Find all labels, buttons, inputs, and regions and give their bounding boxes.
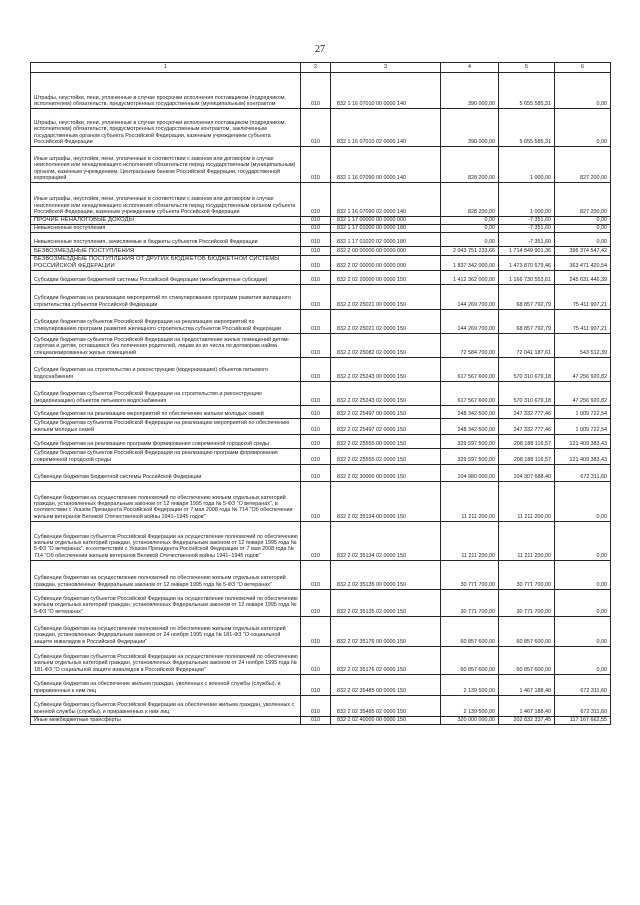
row-budget-code: 832 1 17 01000 00 0000 180 [331,225,441,233]
row-executed-amount: -7 351,60 [499,225,555,233]
table-row [31,109,611,147]
row-executed-amount: 570 310 679,18 [499,381,555,405]
row-executed-amount: 208 188 116,57 [499,434,555,448]
row-unexecuted-amount: 396 374 547,42 [555,247,611,256]
row-description: Невыясненные поступления [31,225,301,233]
row-unexecuted-amount: 0,00 [555,225,611,233]
row-approved-amount: 0,00 [441,233,499,247]
table-row [31,333,611,357]
row-description: Субсидии бюджетам на реализацию программ формирования современной городской среды [31,434,301,448]
row-approved-amount: 11 211 200,00 [441,481,499,521]
row-approved-amount: 144 269 700,00 [441,309,499,333]
row-line-code: 010 [301,381,331,405]
row-unexecuted-amount: 672 311,60 [555,464,611,481]
row-approved-amount: 329 597 500,00 [441,448,499,464]
table-row [31,217,611,225]
table-header-row [31,63,611,73]
row-unexecuted-amount: 245 631 446,39 [555,270,611,284]
table-row [31,225,611,233]
row-description: Субвенции бюджетам субъектов Российской Федерации на обеспечение жильем граждан, уволенных с военной службы (службы), и приравненных к ним лиц [31,695,301,716]
row-line-code: 010 [301,270,331,284]
row-approved-amount: 617 567 600,00 [441,357,499,381]
row-budget-code: 832 2 02 25497 00 0000 150 [331,405,441,418]
table-row [31,183,611,217]
row-approved-amount: 248 342 500,00 [441,418,499,434]
row-approved-amount: 104 980 000,00 [441,464,499,481]
row-description: Иные штрафы, неустойки, пени, уплаченные в соответствии с законом или договором в случае неисполнения или ненадлежащего исполнения обязательств перед государственным (муниципальным) органом, казенным учреждением, Центральным банком Российской Федерации, государственной корпорацией [31,147,301,183]
table-row [31,674,611,695]
row-approved-amount: 11 211 200,00 [441,521,499,560]
table-row [31,381,611,405]
row-approved-amount: 0,00 [441,217,499,225]
row-description: Штрафы, неустойки, пени, уплаченные в случае просрочки исполнения поставщиком (подрядчиком, исполнителем) обязательств, предусмотренных государственным контрактом, заключенным государственным органом субъекта Российской Федерации, казенным учреждением субъекта Российской Федерации [31,109,301,147]
row-line-code: 010 [301,147,331,183]
row-approved-amount: 30 771 700,00 [441,560,499,589]
row-description: Субвенции бюджетам на осуществление полномочий по обеспечению жильем отдельных категорий граждан, установленных Федеральным законом от 24 ноября 1995 года № 181-ФЗ "О социальной защите инвалидов в Российской Федерации" [31,616,301,646]
table-row [31,309,611,333]
row-approved-amount: 617 567 600,00 [441,381,499,405]
row-line-code: 010 [301,333,331,357]
row-executed-amount: 11 211 200,00 [499,521,555,560]
row-approved-amount: 30 771 700,00 [441,589,499,616]
table-row [31,256,611,270]
row-unexecuted-amount: 0,00 [555,109,611,147]
row-approved-amount: 390 000,00 [441,73,499,109]
row-executed-amount: 1 714 849 901,36 [499,247,555,256]
table-row [31,233,611,247]
row-unexecuted-amount: 1 009 722,54 [555,405,611,418]
row-line-code: 010 [301,481,331,521]
table-row [31,716,611,724]
row-executed-amount: 1 000,00 [499,183,555,217]
row-line-code: 010 [301,284,331,309]
row-unexecuted-amount: 121 409 383,43 [555,434,611,448]
row-unexecuted-amount: 117 167 662,55 [555,716,611,724]
table-row [31,464,611,481]
row-approved-amount: 72 584 700,00 [441,333,499,357]
row-unexecuted-amount: 47 256 920,82 [555,381,611,405]
row-line-code: 010 [301,434,331,448]
table-row [31,247,611,256]
row-line-code: 010 [301,448,331,464]
row-description: Субсидии бюджетам на строительство и реконструкцию (модернизацию) объектов питьевого водоснабжения [31,357,301,381]
row-description: Иные межбюджетные трансферты [31,716,301,724]
row-executed-amount: 60 857 600,00 [499,646,555,674]
row-unexecuted-amount: 1 009 722,54 [555,418,611,434]
row-executed-amount: 570 310 679,18 [499,357,555,381]
row-budget-code: 832 2 02 25555 00 0000 150 [331,434,441,448]
budget-revenue-table [30,62,611,725]
row-approved-amount: 329 597 500,00 [441,434,499,448]
row-budget-code: 832 2 02 35485 00 0000 150 [331,674,441,695]
row-description: Невыясненные поступления, зачисляемые в бюджеты субъектов Российской Федерации [31,233,301,247]
row-approved-amount: 1 837 342 000,00 [441,256,499,270]
row-budget-code: 832 2 02 35485 02 0000 150 [331,695,441,716]
row-budget-code: 832 2 02 25021 00 0000 150 [331,284,441,309]
row-executed-amount: 247 332 777,46 [499,418,555,434]
row-line-code: 010 [301,646,331,674]
row-unexecuted-amount: 543 512,39 [555,333,611,357]
row-line-code: 010 [301,109,331,147]
table-row [31,147,611,183]
table-row [31,284,611,309]
row-budget-code: 832 2 02 35176 02 0000 150 [331,646,441,674]
row-executed-amount: 68 857 792,79 [499,284,555,309]
row-executed-amount: -7 351,60 [499,217,555,225]
row-description: Субсидии бюджетам на реализацию мероприятий по обеспечению жильем молодых семей [31,405,301,418]
row-line-code: 010 [301,560,331,589]
row-description: Иные штрафы, неустойки, пени, уплаченные в соответствии с законом или договором в случае неисполнения или ненадлежащего исполнения обязательств перед государственным органом субъекта Российской Федерации, казенным учреждением субъекта Российской Федерации [31,183,301,217]
row-executed-amount: 30 771 700,00 [499,560,555,589]
row-executed-amount: 11 211 200,00 [499,481,555,521]
row-description: Субсидии бюджетам субъектов Российской Федерации на реализацию мероприятий по обеспечению жильем молодых семей [31,418,301,434]
row-description: Субвенции бюджетам субъектов Российской Федерации на осуществление полномочий по обеспечению жильем отдельных категорий граждан, установленных Федеральным законом от 12 января 1995 года № 5-ФЗ "О ветеранах", в соответствии с Указом Президента Российской Федерации от 7 мая 2008 года № 714 "Об обеспечении жильем ветеранов Великой Отечественной войны 1941–1945 годов" [31,521,301,560]
row-unexecuted-amount: 121 409 383,43 [555,448,611,464]
row-executed-amount: 1 467 188,40 [499,695,555,716]
row-description: Субсидии бюджетам субъектов Российской Федерации на строительство и реконструкцию (модернизацию) объектов питьевого водоснабжения [31,381,301,405]
row-approved-amount: 320 000 000,00 [441,716,499,724]
row-line-code: 010 [301,233,331,247]
row-description: Штрафы, неустойки, пени, уплаченные в случае просрочки исполнения поставщиком (подрядчиком, исполнителем) обязательств, предусмотренных государственным (муниципальным) контрактом [31,73,301,109]
row-unexecuted-amount: 0,00 [555,481,611,521]
row-executed-amount: 1 166 730 553,61 [499,270,555,284]
row-executed-amount: 60 857 600,00 [499,616,555,646]
row-executed-amount: 5 655 585,31 [499,109,555,147]
row-line-code: 010 [301,247,331,256]
row-budget-code: 832 2 02 25082 02 0000 150 [331,333,441,357]
row-line-code: 010 [301,217,331,225]
row-approved-amount: 2 139 500,00 [441,695,499,716]
table-row [31,448,611,464]
row-budget-code: 832 1 17 00000 00 0000 000 [331,217,441,225]
row-line-code: 010 [301,405,331,418]
row-description: Субвенции бюджетам на обеспечение жильем граждан, уволенных с военной службы (службы), и приравненных к ним лиц [31,674,301,695]
row-line-code: 010 [301,183,331,217]
table-row [31,481,611,521]
row-line-code: 010 [301,309,331,333]
header-cell: 3 [331,63,441,73]
row-unexecuted-amount: 0,00 [555,521,611,560]
row-budget-code: 832 2 02 25021 02 0000 150 [331,309,441,333]
row-description: Субвенции бюджетам бюджетной системы Российской Федерации [31,464,301,481]
header-cell: 6 [555,63,611,73]
table-row [31,405,611,418]
row-description: БЕЗВОЗМЕЗДНЫЕ ПОСТУПЛЕНИЯ ОТ ДРУГИХ БЮДЖЕТОВ БЮДЖЕТНОЙ СИСТЕМЫ РОССИЙСКОЙ ФЕДЕРАЦИИ [31,256,301,270]
header-cell: 4 [441,63,499,73]
row-description: Субвенции бюджетам на осуществление полномочий по обеспечению жильем отдельных категорий граждан, установленных Федеральным законом от 12 января 1995 года № 5-ФЗ "О ветеранах" [31,560,301,589]
row-budget-code: 832 2 02 25243 00 0000 150 [331,357,441,381]
row-unexecuted-amount: 0,00 [555,589,611,616]
header-cell: 5 [499,63,555,73]
row-executed-amount: 30 771 700,00 [499,589,555,616]
row-executed-amount: 247 332 777,46 [499,405,555,418]
row-executed-amount: 5 655 585,31 [499,73,555,109]
row-budget-code: 832 2 02 25243 02 0000 150 [331,381,441,405]
row-unexecuted-amount: 0,00 [555,73,611,109]
row-budget-code: 832 2 02 25555 02 0000 150 [331,448,441,464]
row-unexecuted-amount: 672 311,60 [555,674,611,695]
row-budget-code: 832 2 02 40000 00 0000 150 [331,716,441,724]
row-description: Субвенции бюджетам на осуществление полномочий по обеспечению жильем отдельных категорий граждан, установленных Федеральным законом от 12 января 1995 года № 5-ФЗ "О ветеранах", в соответствии с Указом Президента Российской Федерации от 7 мая 2008 года № 714 "Об обеспечении жильем ветеранов Великой Отечественной войны 1941–1945 годов" [31,481,301,521]
row-unexecuted-amount: 827 200,00 [555,183,611,217]
row-line-code: 010 [301,695,331,716]
row-executed-amount: 202 832 337,45 [499,716,555,724]
row-approved-amount: 1 412 362 000,00 [441,270,499,284]
table-row [31,357,611,381]
row-budget-code: 832 1 17 01020 02 0000 180 [331,233,441,247]
row-line-code: 010 [301,464,331,481]
row-budget-code: 832 2 02 20000 00 0000 150 [331,270,441,284]
table-row [31,560,611,589]
row-line-code: 010 [301,521,331,560]
table-row [31,521,611,560]
row-line-code: 010 [301,357,331,381]
row-unexecuted-amount: 75 411 907,21 [555,309,611,333]
row-description: ПРОЧИЕ НЕНАЛОГОВЫЕ ДОХОДЫ [31,217,301,225]
row-executed-amount: 104 307 688,40 [499,464,555,481]
table-row [31,73,611,109]
row-unexecuted-amount: 363 471 420,54 [555,256,611,270]
header-cell: 2 [301,63,331,73]
row-description: БЕЗВОЗМЕЗДНЫЕ ПОСТУПЛЕНИЯ [31,247,301,256]
row-line-code: 010 [301,73,331,109]
row-description: Субсидии бюджетам субъектов Российской Федерации на реализацию мероприятий по стимулированию программ развития жилищного строительства субъектов Российской Федерации [31,309,301,333]
row-budget-code: 832 2 00 00000 00 0000 000 [331,247,441,256]
row-description: Субсидии бюджетам бюджетной системы Российской Федерации (межбюджетные субсидии) [31,270,301,284]
table-row [31,434,611,448]
table-row [31,589,611,616]
row-approved-amount: 0,00 [441,225,499,233]
row-approved-amount: 828 200,00 [441,147,499,183]
row-unexecuted-amount: 0,00 [555,646,611,674]
header-cell: 1 [31,63,301,73]
row-approved-amount: 144 269 700,00 [441,284,499,309]
row-unexecuted-amount: 0,00 [555,560,611,589]
row-approved-amount: 828 200,00 [441,183,499,217]
row-executed-amount: 68 857 792,79 [499,309,555,333]
row-budget-code: 832 2 02 00000 00 0000 000 [331,256,441,270]
table-row [31,695,611,716]
table-row [31,616,611,646]
page-number: 27 [315,44,325,55]
row-unexecuted-amount: 75 411 907,21 [555,284,611,309]
row-approved-amount: 248 342 500,00 [441,405,499,418]
row-approved-amount: 60 857 600,00 [441,616,499,646]
row-budget-code: 832 2 02 30000 00 0000 150 [331,464,441,481]
row-executed-amount: 1 467 188,40 [499,674,555,695]
row-line-code: 010 [301,716,331,724]
row-budget-code: 832 2 02 25497 02 0000 150 [331,418,441,434]
row-unexecuted-amount: 0,00 [555,217,611,225]
row-description: Субсидии бюджетам субъектов Российской Федерации на предоставление жилых помещений детям-сиротам и детям, оставшимся без попечения родителей, лицам из их числа по договорам найма специализированных жилых помещений [31,333,301,357]
row-line-code: 010 [301,418,331,434]
row-line-code: 010 [301,256,331,270]
row-approved-amount: 2 043 751 233,66 [441,247,499,256]
row-unexecuted-amount: 0,00 [555,233,611,247]
row-approved-amount: 2 139 500,00 [441,674,499,695]
row-approved-amount: 390 000,00 [441,109,499,147]
row-budget-code: 832 1 16 07010 00 0000 140 [331,73,441,109]
row-unexecuted-amount: 0,00 [555,616,611,646]
row-description: Субсидии бюджетам на реализацию мероприятий по стимулированию программ развития жилищного строительства субъектов Российской Федерации [31,284,301,309]
row-budget-code: 832 1 16 07090 00 0000 140 [331,147,441,183]
table-row [31,646,611,674]
row-budget-code: 832 2 02 35134 00 0000 150 [331,481,441,521]
row-budget-code: 832 2 02 35135 02 0000 150 [331,589,441,616]
row-description: Субвенции бюджетам субъектов Российской Федерации на осуществление полномочий по обеспечению жильем отдельных категорий граждан, установленных Федеральным законом от 24 ноября 1995 года № 181-ФЗ "О социальной защите инвалидов в Российской Федерации" [31,646,301,674]
row-line-code: 010 [301,589,331,616]
row-description: Субвенции бюджетам субъектов Российской Федерации на осуществление полномочий по обеспечению жильем отдельных категорий граждан, установленных Федеральным законом от 12 января 1995 года № 5-ФЗ "О ветеранах" [31,589,301,616]
row-executed-amount: 208 188 116,57 [499,448,555,464]
row-line-code: 010 [301,225,331,233]
row-budget-code: 832 2 02 35134 02 0000 150 [331,521,441,560]
row-line-code: 010 [301,674,331,695]
table-row [31,418,611,434]
row-executed-amount: 1 473 870 579,46 [499,256,555,270]
row-unexecuted-amount: 827 200,00 [555,147,611,183]
row-budget-code: 832 1 16 07090 02 0000 140 [331,183,441,217]
row-executed-amount: 72 041 187,61 [499,333,555,357]
row-executed-amount: -7 351,60 [499,233,555,247]
row-line-code: 010 [301,616,331,646]
row-budget-code: 832 2 02 35135 00 0000 150 [331,560,441,589]
row-budget-code: 832 1 16 07010 02 0000 140 [331,109,441,147]
row-approved-amount: 60 857 600,00 [441,646,499,674]
table-row [31,270,611,284]
row-budget-code: 832 2 02 35176 00 0000 150 [331,616,441,646]
row-unexecuted-amount: 47 256 920,82 [555,357,611,381]
row-description: Субсидии бюджетам субъектов Российской Федерации на реализацию программ формирования современной городской среды [31,448,301,464]
row-unexecuted-amount: 672 311,60 [555,695,611,716]
row-executed-amount: 1 000,00 [499,147,555,183]
